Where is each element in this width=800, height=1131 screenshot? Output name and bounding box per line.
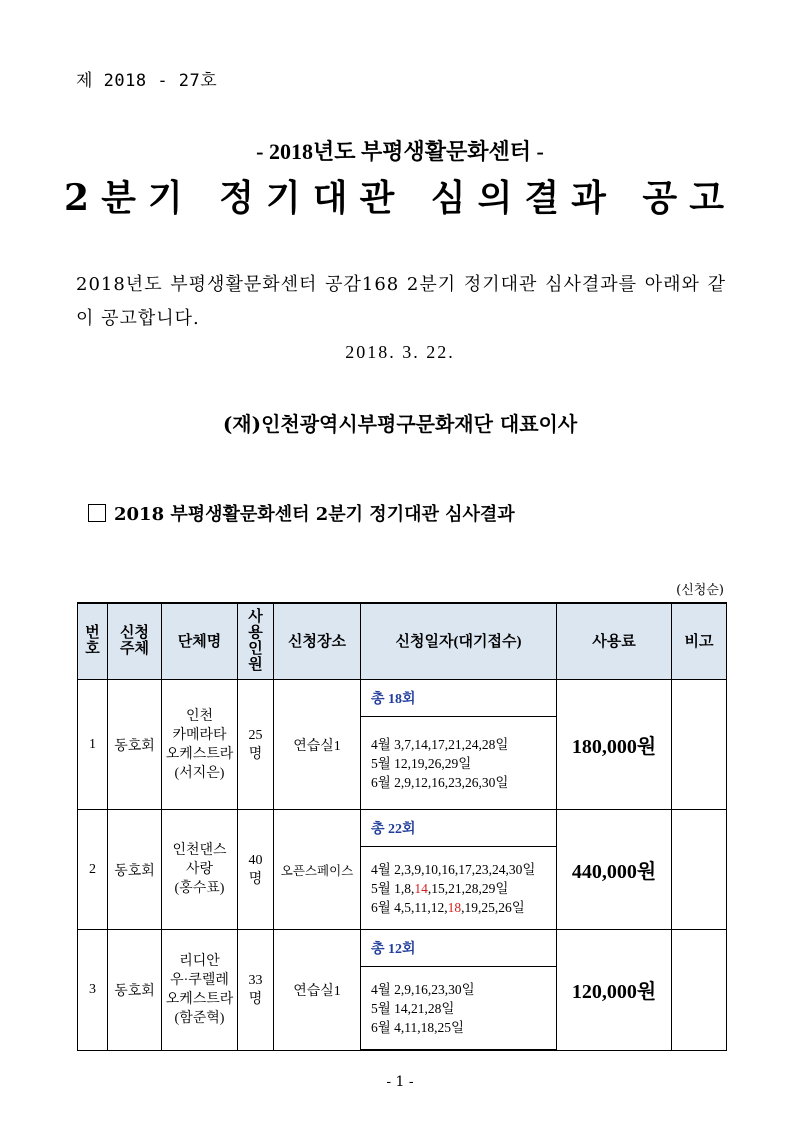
row-group-name: 인천댄스 사랑 (홍수표) — [162, 810, 238, 930]
table-row — [78, 930, 727, 967]
row-note — [672, 930, 727, 1051]
row-people: 25 명 — [238, 680, 274, 810]
row-number: 3 — [78, 930, 108, 1051]
row-fee: 440,000원 — [557, 810, 672, 930]
document-title: 2분기 정기대관 심의결과 공고 — [64, 177, 736, 219]
results-table — [77, 602, 727, 1051]
row-applicant: 동호회 — [108, 680, 162, 810]
header-dates: 신청일자(대기접수) — [361, 603, 557, 680]
row-place: 오픈스페이스 — [274, 810, 361, 930]
document-subtitle: - 2018년도 부평생활문화센터 - — [256, 139, 544, 164]
table-row — [78, 810, 727, 847]
header-place: 신청장소 — [274, 603, 361, 680]
row-people: 40 명 — [238, 810, 274, 930]
row-count: 총 18회 — [361, 680, 557, 717]
row-people: 33 명 — [238, 930, 274, 1051]
row-dates: 4월 2,9,16,23,30일 5월 14,21,28일 6월 4,11,18,25일 — [361, 967, 557, 1051]
page-number: - 1 - — [386, 1074, 414, 1090]
row-applicant: 동호회 — [108, 810, 162, 930]
row-dates: 4월 2,3,9,10,16,17,23,24,30일 5월 1,8,14,15,21,28,29일 6월 4,5,11,12,18,19,25,26일 — [361, 847, 557, 930]
header-applicant: 신청주체 — [108, 603, 162, 680]
highlighted-date: 14 — [414, 880, 428, 896]
intro-paragraph: 2018년도 부평생활문화센터 공감168 2분기 정기대관 심사결과를 아래와 같이 공고합니다. — [76, 274, 726, 329]
checkbox-icon — [88, 504, 106, 522]
row-applicant: 동호회 — [108, 930, 162, 1051]
highlighted-date: 18 — [447, 899, 462, 915]
document-number: 제 2018 - 27호 — [76, 71, 218, 91]
announcement-date: 2018. 3. 22. — [345, 342, 455, 362]
header-no: 번호 — [78, 603, 108, 680]
header-group: 단체명 — [162, 603, 238, 680]
row-group-name: 인천 카메라타 오케스트라 (서지은) — [162, 680, 238, 810]
row-fee: 180,000원 — [557, 680, 672, 810]
section-title: 2018 부평생활문화센터 2분기 정기대관 심사결과 — [114, 504, 515, 525]
table-header-row — [78, 603, 727, 680]
row-group-name: 리디안 우·쿠렐레 오케스트라 (함준혁) — [162, 930, 238, 1051]
row-dates: 4월 3,7,14,17,21,24,28일 5월 12,19,26,29일 6월 2,9,12,16,23,26,30일 — [361, 717, 557, 810]
row-count: 총 12회 — [361, 930, 557, 967]
row-fee: 120,000원 — [557, 930, 672, 1051]
order-note: (신청순) — [676, 583, 724, 598]
header-note: 비고 — [672, 603, 727, 680]
table-row — [78, 680, 727, 717]
row-place: 연습실1 — [274, 930, 361, 1051]
row-place: 연습실1 — [274, 680, 361, 810]
issuing-organization: (재)인천광역시부평구문화재단 대표이사 — [222, 412, 578, 436]
row-note — [672, 680, 727, 810]
row-number: 1 — [78, 680, 108, 810]
row-count: 총 22회 — [361, 810, 557, 847]
section-heading — [88, 500, 515, 526]
row-number: 2 — [78, 810, 108, 930]
header-fee: 사용료 — [557, 603, 672, 680]
row-note — [672, 810, 727, 930]
header-people: 사용인원 — [238, 603, 274, 680]
